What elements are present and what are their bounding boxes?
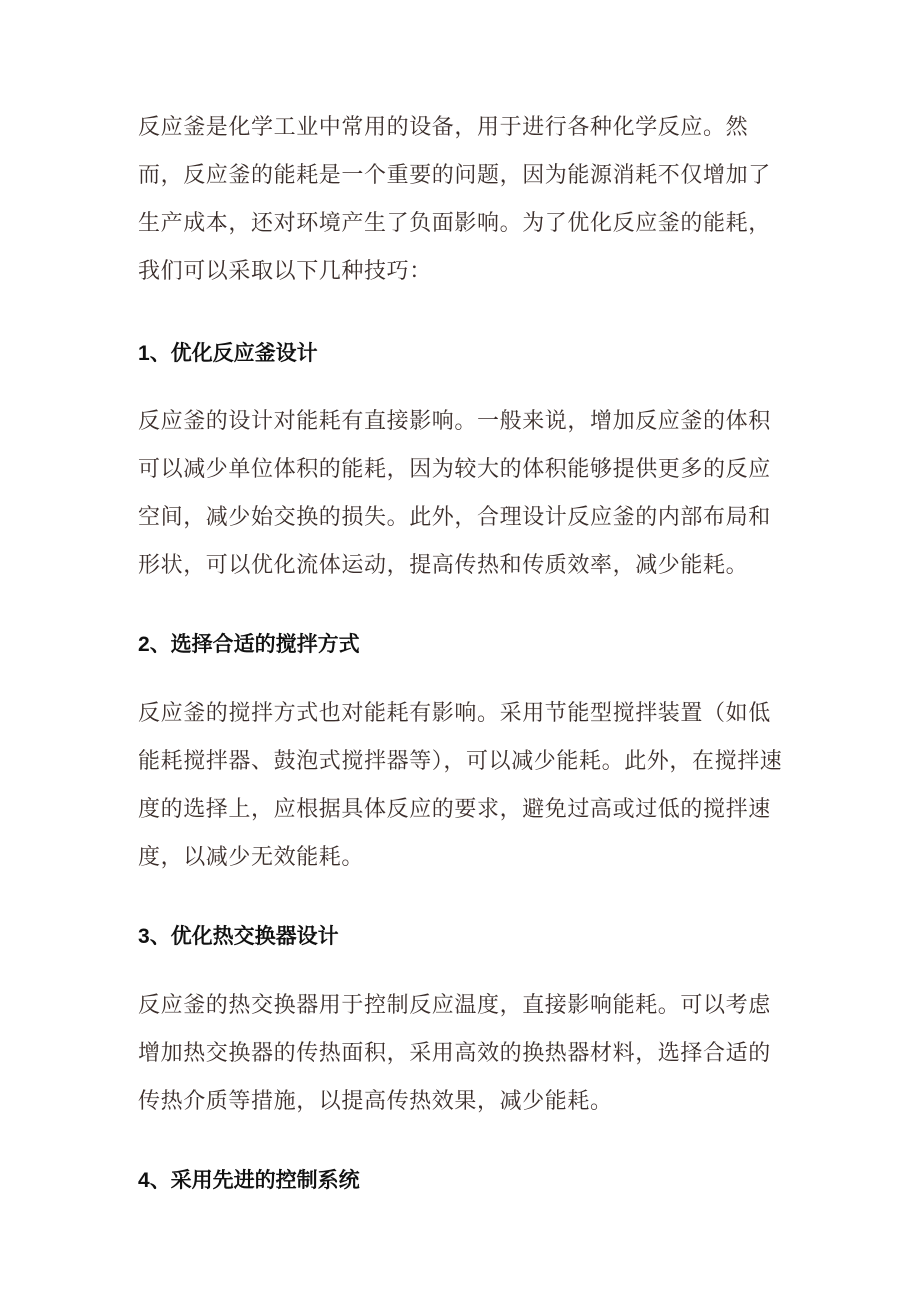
section-body-1: 反应釜的设计对能耗有直接影响。一般来说，增加反应釜的体积可以减少单位体积的能耗，因为较大的体积能够提供更多的反应空间，减少始交换的损失。此外，合理设计反应釜的内部布局和形状，可以优化流体运动，提高传热和传质效率，减少能耗。 — [138, 409, 771, 578]
section-number: 4 — [138, 1169, 150, 1192]
intro-paragraph: 反应釜是化学工业中常用的设备，用于进行各种化学反应。然而，反应釜的能耗是一个重要的问题，因为能源消耗不仅增加了生产成本，还对环境产生了负面影响。为了优化反应釜的能耗，我们可以采取以下几种技巧： — [138, 115, 771, 284]
section-body-2: 反应釜的搅拌方式也对能耗有影响。采用节能型搅拌装置（如低能耗搅拌器、鼓泡式搅拌器等），可以减少能耗。此外，在搅拌速度的选择上，应根据具体反应的要求，避免过高或过低的搅拌速度，以减少无效能耗。 — [138, 701, 783, 870]
section-title: 、采用先进的控制系统 — [149, 1167, 360, 1192]
section-number: 1 — [138, 342, 150, 365]
section-title: 、优化热交换器设计 — [149, 923, 339, 948]
section-number: 3 — [138, 925, 150, 948]
section-heading-3 — [138, 921, 788, 952]
section-title: 、优化反应釜设计 — [149, 340, 318, 365]
section-title: 、选择合适的搅拌方式 — [149, 631, 360, 656]
section-number: 2 — [138, 633, 150, 656]
section-heading-1 — [138, 338, 788, 369]
section-heading-4 — [138, 1165, 788, 1196]
section-heading-2 — [138, 629, 788, 660]
section-body-3: 反应釜的热交换器用于控制反应温度，直接影响能耗。可以考虑增加热交换器的传热面积，采用高效的换热器材料，选择合适的传热介质等措施，以提高传热效果，减少能耗。 — [138, 993, 771, 1114]
